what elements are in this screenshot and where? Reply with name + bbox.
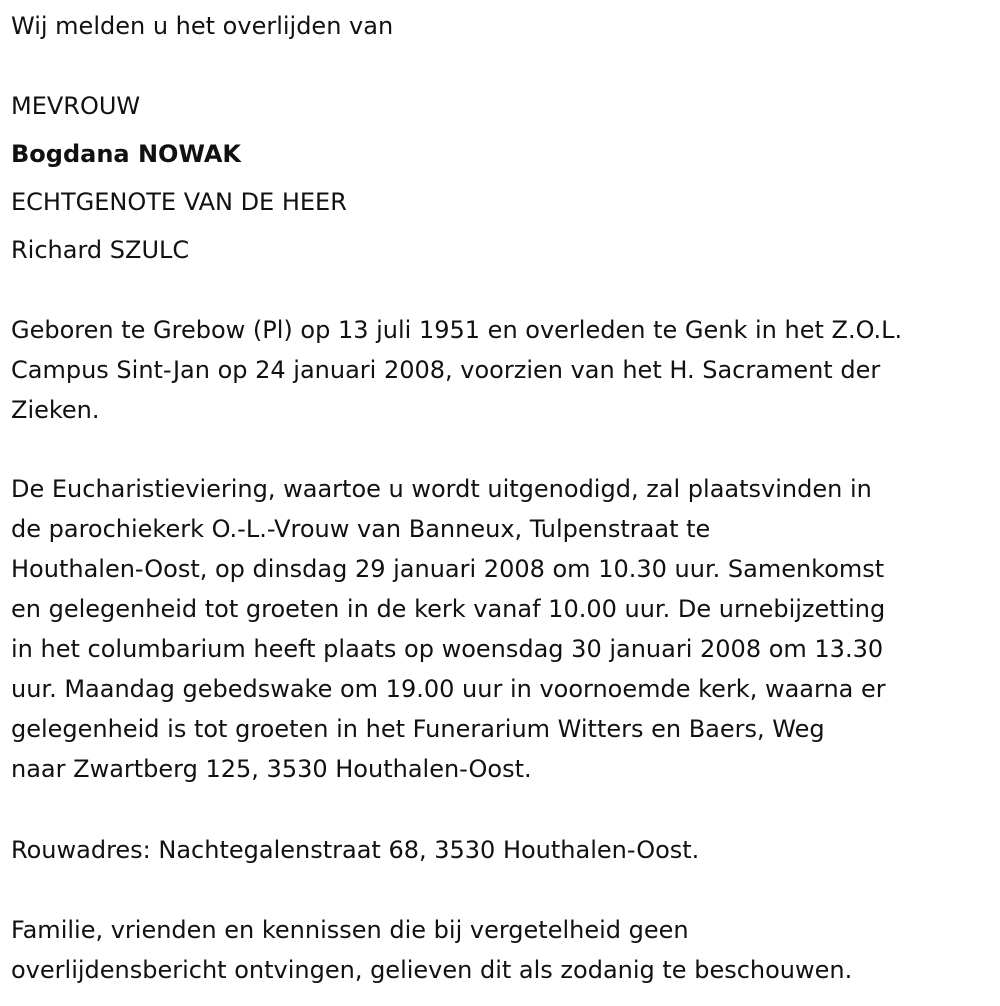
paragraph-line: en gelegenheid tot groeten in de kerk vanaf 10.00 uur. De urnebijzetting: [11, 595, 886, 623]
notice-intro: Wij melden u het overlijden van: [11, 12, 394, 40]
paragraph-line: Houthalen-Oost, op dinsdag 29 januari 2008 om 10.30 uur. Samenkomst: [11, 555, 885, 583]
paragraph-line: De Eucharistieviering, waartoe u wordt uitgenodigd, zal plaatsvinden in: [11, 475, 872, 503]
paragraph-line: gelegenheid is tot groeten in het Funerarium Witters en Baers, Weg: [11, 715, 825, 743]
paragraph-line: naar Zwartberg 125, 3530 Houthalen-Oost.: [11, 755, 532, 783]
spouse-name: Richard SZULC: [11, 236, 190, 264]
paragraph-line: Rouwadres: Nachtegalenstraat 68, 3530 Houthalen-Oost.: [11, 836, 700, 864]
funeral-service-paragraph: [11, 469, 993, 789]
deceased-name: Bogdana NOWAK: [11, 140, 242, 168]
paragraph-line: overlijdensbericht ontvingen, gelieven dit als zodanig te beschouwen.: [11, 956, 853, 984]
family-note-paragraph: [11, 910, 993, 990]
paragraph-line: Campus Sint-Jan op 24 januari 2008, voorzien van het H. Sacrament der: [11, 356, 881, 384]
paragraph-line: Zieken.: [11, 396, 100, 424]
deceased-title: MEVROUW: [11, 92, 141, 120]
paragraph-line: in het columbarium heeft plaats op woensdag 30 januari 2008 om 13.30: [11, 635, 884, 663]
birth-death-paragraph: [11, 310, 993, 430]
paragraph-line: uur. Maandag gebedswake om 19.00 uur in voornoemde kerk, waarna er: [11, 675, 886, 703]
paragraph-line: Geboren te Grebow (Pl) op 13 juli 1951 en overleden te Genk in het Z.O.L.: [11, 316, 903, 344]
spouse-title: ECHTGENOTE VAN DE HEER: [11, 188, 347, 216]
paragraph-line: Familie, vrienden en kennissen die bij vergetelheid geen: [11, 916, 689, 944]
paragraph-line: de parochiekerk O.-L.-Vrouw van Banneux, Tulpenstraat te: [11, 515, 711, 543]
mourning-address-paragraph: [11, 830, 993, 870]
